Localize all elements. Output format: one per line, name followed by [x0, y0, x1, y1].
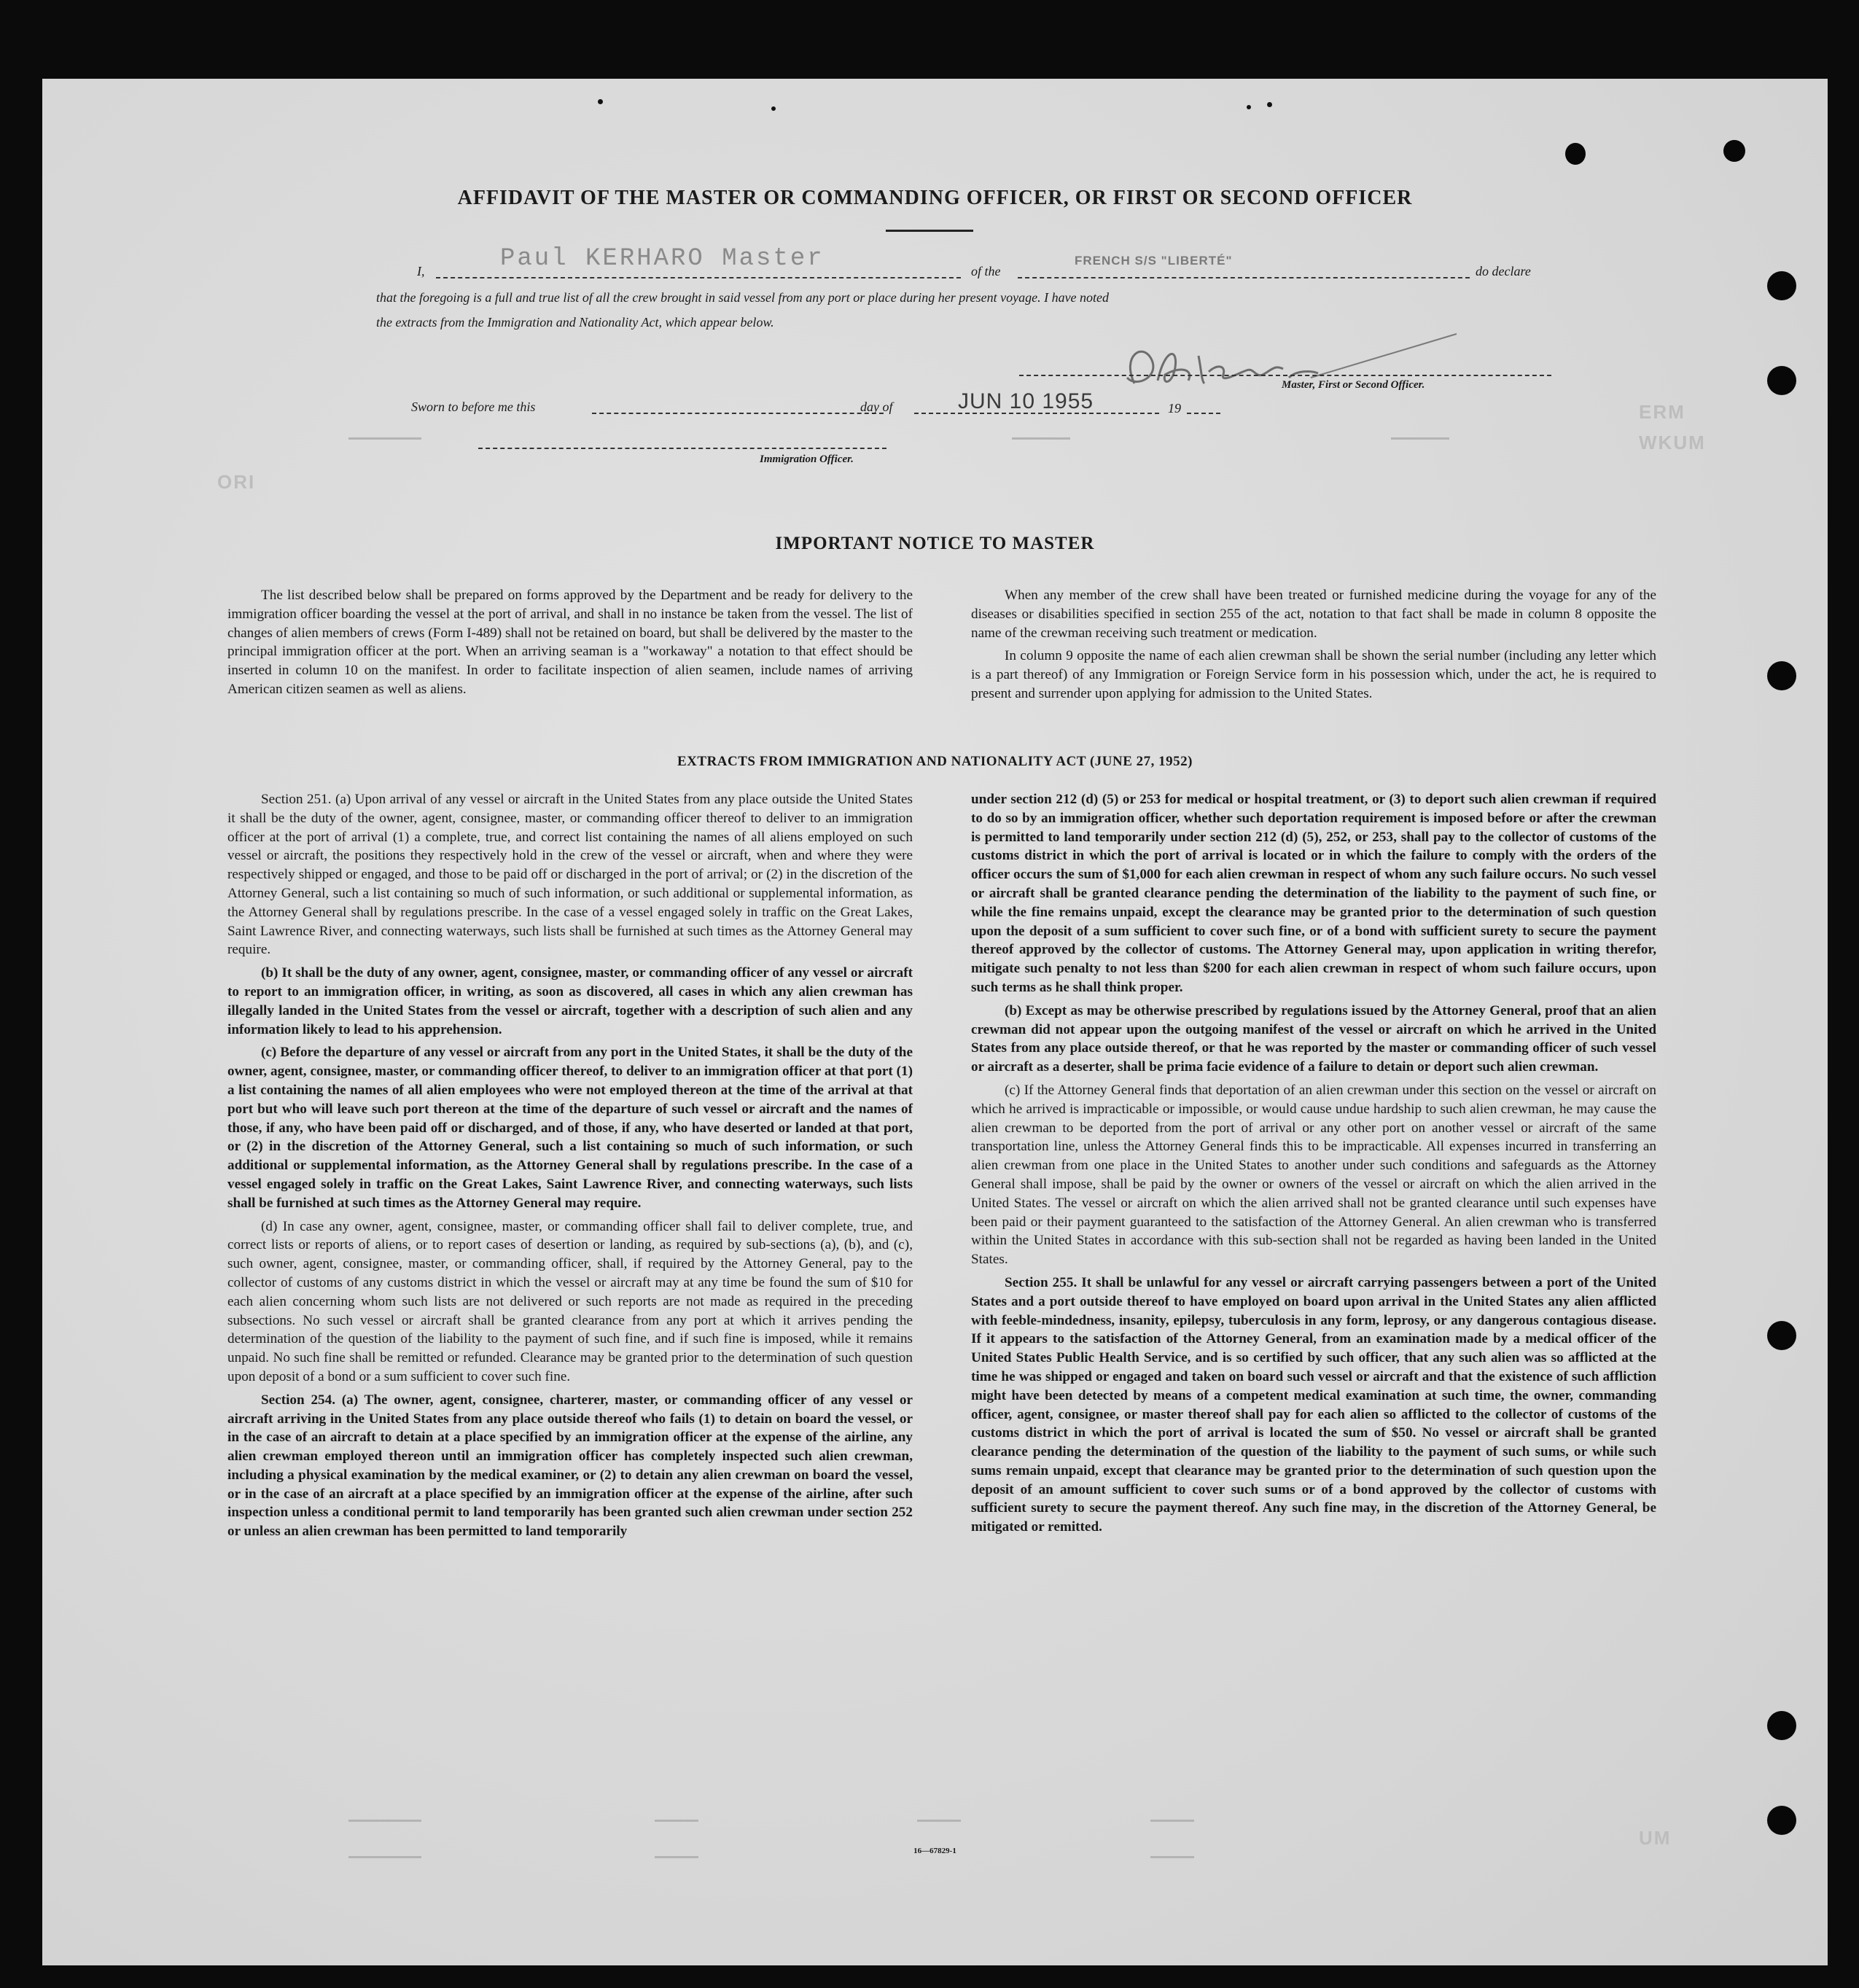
- ink-speck: [598, 99, 603, 104]
- section-251c: (c) Before the departure of any vessel or aircraft from any port in the United States, it shall be the duty of the owner, agent, consignee, master, or commanding officer thereof, to deliver to an immigration officer at that port (1) a list containing the names of all alien employees who were not employed thereon at the time of the arrival at that port but who will leave such port thereon at the time of the departure of such vessel or aircraft and the names of those, if any, who have been paid off or discharged, and of those, if any, who have deserted or landed at that port, or (2) in the discretion of the Attorney General, such a list containing so much of such information, or such additional or supplemental information, as the Attorney General shall by regulations prescribe. In the case of a vessel engaged solely in traffic on the Great Lakes, Saint Lawrence River, and connecting waterways, such lists shall be furnished at such times as the Attorney General may require.: [227, 1045, 913, 1211]
- day-of-label: day of: [860, 399, 893, 414]
- immigration-officer-line: [478, 448, 886, 449]
- bleed-through-text: ERM: [1639, 401, 1685, 423]
- document-title: AFFIDAVIT OF THE MASTER OR COMMANDING OFFICER, OR FIRST OR SECOND OFFICER: [457, 187, 1413, 209]
- section-255: Section 255. It shall be unlawful for any vessel or aircraft carrying passengers between a port of the United States and a port outside thereof to have employed on board upon arrival in the United States any alien afflicted with feeble-mindedness, insanity, epilepsy, tuberculosis in any form, leprosy, or any dangerous contagious disease. If it appears to the satisfaction of the Attorney General, from an examination made by a medical officer of the United States Public Health Service, and is so certified by such officer, that any such alien was so afflicted at the time he was shipped or engaged and taken on board such vessel or aircraft and that the existence of such affliction might have been detected by means of a competent medical examination at such time, the owner, commanding officer, agent, consignee, or master thereof shall pay for each alien so afflicted to the collector of customs of the customs district in which the port of arrival is located the sum of $50. No vessel or aircraft shall be granted clearance pending the determination of the question of the liability to the payment of such sums, or while such sums remain unpaid, except that clearance may be granted prior to the determination of such question upon the deposit of an amount sufficient to cover such sums or of a bond approved by the collector of customs with sufficient surety to secure the payment thereof. Any such fine may, in the discretion of the Attorney General, be mitigated or remitted.: [971, 1274, 1656, 1535]
- vessel-blank: [1018, 277, 1470, 278]
- declaration-line-2: that the foregoing is a full and true list of all the crew brought in said vessel from any port or place during her present voyage. I have noted: [376, 290, 1110, 305]
- notice-paragraph: The list described below shall be prepared on forms approved by the Department and be ready for delivery to the immigration officer boarding the vessel at the port of arrival, and shall in no instance be taken from the vessel. The list of changes of alien members of crews (Form I-489) shall not be retained on board, but shall be delivered by the master to the principal immigration officer at the port. When an arriving seaman is a "workaway" a notation to that effect should be inserted in column 10 on the manifest. In order to facilitate inspection of alien seamen, include names of arriving American citizen seamen as well as aliens.: [227, 588, 913, 697]
- year-prefix-label: 19: [1168, 401, 1181, 416]
- bleed-through-mark: [1391, 437, 1449, 440]
- master-name-typed: Paul KERHARO Master: [500, 245, 825, 273]
- bleed-through-mark: [1150, 1856, 1194, 1858]
- extracts-title: EXTRACTS FROM IMMIGRATION AND NATIONALITY ACT (JUNE 27, 1952): [677, 754, 1193, 769]
- section-254a: Section 254. (a) The owner, agent, consignee, charterer, master, or commanding officer of any vessel or aircraft arriving in the United States from any place outside thereof who fails (1) to detain on board the vessel, or in the case of an aircraft to detain at a place specified by an immigration officer at the expense of the airline, any alien crewman employed thereon until an immigration officer has completely inspected such alien crewman, including a physical examination by the medical examiner, or (2) to detain any alien crewman on board the vessel, or in the case of an aircraft at a place specified by an immigration officer at the expense of the airline, after such inspection unless a conditional permit to land temporarily has been granted such alien crewman under section 252 or unless an alien crewman has been permitted to land temporarily: [227, 1392, 913, 1540]
- sworn-year-blank: [1187, 413, 1220, 414]
- punch-hole: [1767, 1711, 1796, 1740]
- section-254b: (b) Except as may be otherwise prescribed by regulations issued by the Attorney General, proof that an alien crewman did not appear upon the outgoing manifest of the vessel or aircraft on which he arrived in the United States from any place outside thereof, or that he was reported by the master or commanding officer of such vessel or aircraft as a deserter, shall be prima facie evidence of a failure to detain or deport such alien crewman.: [971, 1002, 1656, 1075]
- signature-line: [1019, 375, 1551, 376]
- section-251b: (b) It shall be the duty of any owner, agent, consignee, master, or commanding officer of any vessel or aircraft to report to an immigration officer, in writing, as soon as discovered, all cases in which any alien crewman has illegally landed in the United States from the vessel or aircraft, together with a description of such alien and any information likely to lead to his apprehension.: [227, 965, 913, 1037]
- bleed-through-mark: [655, 1856, 698, 1858]
- bleed-through-mark: [348, 1820, 421, 1822]
- notice-left-column: [227, 586, 913, 703]
- notice-title: IMPORTANT NOTICE TO MASTER: [775, 534, 1095, 553]
- officer-signature: [1092, 327, 1471, 414]
- vessel-name-stamp: FRENCH S/S "LIBERTÉ": [1075, 254, 1233, 268]
- section-251d: (d) In case any owner, agent, consignee, master, or commanding officer shall fail to deliver complete, true, and correct lists or reports of aliens, or to report cases of desertion or landing, as required by sub-sections (a), (b), and (c), such owner, agent, consignee, master, or commanding officer, shall, if required by the Attorney General, pay to the collector of customs of any customs district in which the vessel or aircraft may at any time be found the sum of $10 for each alien concerning whom such lists are not delivered or such reports are not made as required in the preceding subsections. No such vessel or aircraft shall be granted clearance from any port at which it arrives pending the determination of the question of the liability to the payment of such fine, and if such fine is imposed, while it remains unpaid. No such fine shall be remitted or refunded. Clearance may be granted prior to the determination of such question upon deposit of a bond or a sum sufficient to cover such fine.: [227, 1218, 913, 1384]
- of-the-label: of the: [971, 264, 1001, 278]
- bleed-through-mark: [917, 1820, 961, 1822]
- section-254c: (c) If the Attorney General finds that deportation of an alien crewman under this section on the vessel or aircraft on which he arrived is impracticable or impossible, or would cause undue hardship to such alien crewman, he may cause the alien crewman to be deported from the port of arrival or any other port on another vessel or aircraft of the same transportation line, unless the Attorney General finds this to be impracticable. All expenses incurred in transferring an alien crewman from one place in the United States to another under such conditions and safeguards as the Attorney General shall impose, shall be paid by the owner or owners of the vessel or aircraft on which the alien arrived in the United States. The vessel or aircraft on which the alien arrived shall not be granted clearance until such expenses have been paid or their payment guaranteed to the satisfaction of the Attorney General. An alien crewman who is transferred within the United States in accordance with this sub-section shall not be regarded as having been landed in the United States.: [971, 1082, 1656, 1268]
- document-page: [42, 79, 1828, 1965]
- declaration-prefix: I,: [417, 264, 425, 278]
- punch-hole: [1767, 661, 1796, 690]
- declaration-line-3: the extracts from the Immigration and Nationality Act, which appear below.: [376, 315, 774, 330]
- immigration-officer-label: Immigration Officer.: [760, 453, 854, 465]
- title-underline: [886, 230, 973, 232]
- bleed-through-text: UM: [1639, 1827, 1672, 1849]
- bleed-through-text: WKUM: [1639, 432, 1706, 453]
- notice-paragraph: When any member of the crew shall have been treated or furnished medicine during the voyage for any of the diseases or disabilities specified in section 255 of the act, notation to that fact shall be made in column 8 opposite the name of the crewman receiving such treatment or medication.: [971, 588, 1656, 641]
- extracts-left-column: [227, 790, 913, 1545]
- sworn-day-blank: [592, 413, 884, 414]
- name-blank: [436, 277, 961, 278]
- bleed-through-mark: [348, 437, 421, 440]
- notice-right-column: [971, 586, 1656, 708]
- ink-speck: [771, 106, 776, 111]
- sworn-label: Sworn to before me this: [411, 399, 536, 414]
- section-251a: Section 251. (a) Upon arrival of any vessel or aircraft in the United States from any place outside the United States it shall be the duty of the owner, agent, consignee, master, or commanding officer thereof to deliver to an immigration officer at the port of arrival (1) a complete, true, and correct list containing the names of all aliens employed on such vessel or aircraft, the positions they respectively hold in the crew of the vessel or aircraft, when and where they were respectively shipped or engaged, and those to be paid off or discharged in the port of arrival; or (2) in the discretion of the Attorney General, such a list containing so much of such information, or such additional or supplemental information, as the Attorney General shall by regulations prescribe. In the case of a vessel engaged solely in traffic on the Great Lakes, Saint Lawrence River, and connecting waterways, such lists shall be furnished at such times as the Attorney General may require.: [227, 792, 913, 958]
- punch-hole: [1767, 1321, 1796, 1350]
- sworn-date-stamp: JUN 10 1955: [958, 389, 1094, 413]
- punch-hole: [1723, 140, 1745, 162]
- do-declare-label: do declare: [1476, 264, 1531, 278]
- bleed-through-mark: [655, 1820, 698, 1822]
- form-number: 16—67829-1: [913, 1847, 956, 1855]
- signer-title-label: Master, First or Second Officer.: [1282, 379, 1425, 391]
- bleed-through-mark: [1150, 1820, 1194, 1822]
- ink-speck: [1267, 102, 1272, 107]
- ink-speck: [1247, 105, 1251, 109]
- punch-hole: [1767, 271, 1796, 300]
- bleed-through-text: ORI: [217, 471, 256, 493]
- notice-paragraph: In column 9 opposite the name of each alien crewman shall be shown the serial number (including any letter which is a part thereof) of any Immigration or Foreign Service form in his possession which, under the act, he is required to present and surrender upon applying for admission to the United States.: [971, 648, 1656, 701]
- extracts-right-column: [971, 790, 1656, 1541]
- bleed-through-mark: [1012, 437, 1070, 440]
- punch-hole: [1767, 366, 1796, 395]
- punch-hole: [1767, 1806, 1796, 1835]
- punch-hole: [1565, 143, 1586, 165]
- section-254a-cont: under section 212 (d) (5) or 253 for medical or hospital treatment, or (3) to deport such alien crewman if required to do so by an immigration officer, whether such deportation requirement is imposed before or after the crewman is permitted to land temporarily under section 212 (d) (5), 252, or 253, shall pay to the collector of customs of the customs district in which the port of arrival is located or in which the failure to comply with the orders of the officer occurs the sum of $1,000 for each alien crewman in respect of whom any such failure occurs. No such vessel or aircraft shall be granted clearance pending the determination of the liability to the payment of such fine, or while the fine remains unpaid, except the clearance may be granted prior to the determination of such question upon the deposit of a sum sufficient to cover such fine, or of a bond with sufficient surety to secure the payment thereof approved by the collector of customs. The Attorney General may, upon application in writing therefor, mitigate such penalty to not less than $200 for each alien crewman in respect of whom such failure occurs, upon such terms as he shall think proper.: [971, 792, 1656, 995]
- bleed-through-mark: [348, 1856, 421, 1858]
